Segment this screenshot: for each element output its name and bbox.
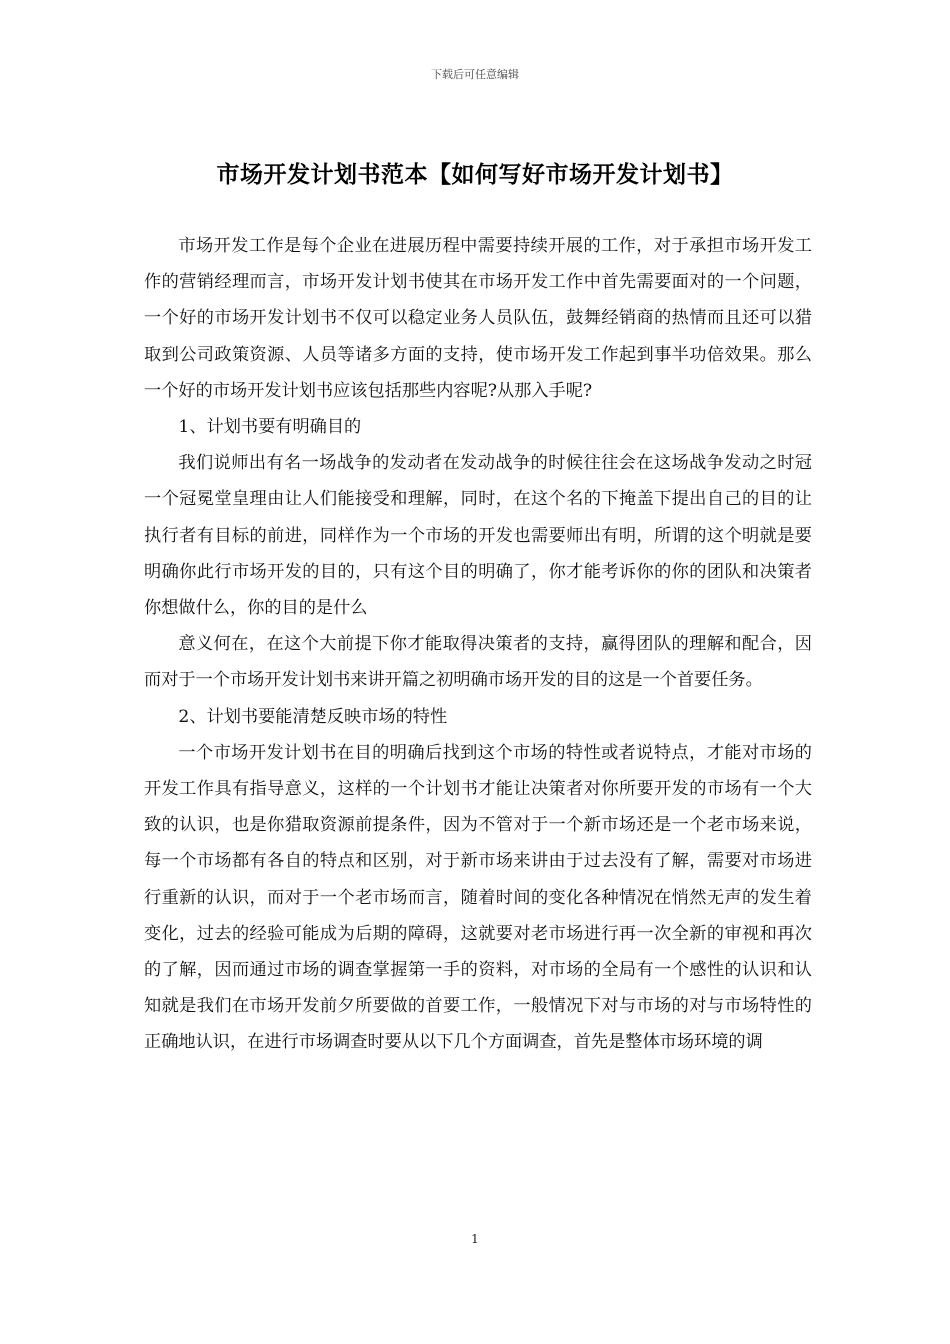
body-paragraph: 一个市场开发计划书在目的明确后找到这个市场的特性或者说特点，才能对市场的开发工作具有指导意义，这样的一个计划书才能让决策者对你所要开发的市场有一个大致的认识，也是你猎取资源前提条件，因为不管对于一个新市场还是一个老市场来说，每一个市场都有各自的特点和区别，对于新市场来讲由于过去没有了解，需要对市场进行重新的认识，而对于一个老市场而言，随着时间的变化各种情况在悄然无声的发生着变化，过去的经验可能成为后期的障碍，这就要对老市场进行再一次全新的审视和再次的了解，因而通过市场的调查掌握第一手的资料，对市场的全局有一个感性的认识和认知就是我们在市场开发前夕所要做的首要工作，一般情况下对与市场的对与市场特性的正确地认识，在进行市场调查时要从以下几个方面调查，首先是整体市场环境的调 bbox=[144, 742, 812, 1053]
document-body bbox=[144, 228, 812, 1061]
body-paragraph: 意义何在，在这个大前提下你才能取得决策者的支持，赢得团队的理解和配合，因而对于一个市场开发计划书来讲开篇之初明确市场开发的目的这是一个首要任务。 bbox=[144, 634, 812, 691]
section-heading: 2、计划书要能清楚反映市场的特性 bbox=[178, 706, 448, 727]
body-paragraph: 我们说师出有名一场战争的发动者在发动战争的时候往往会在这场战争发动之时冠一个冠冕堂皇理由让人们能接受和理解，同时，在这个名的下掩盖下提出自己的目的让执行者有目标的前进，同样作为一个市场的开发也需要师出有明，所谓的这个明就是要明确你此行市场开发的目的，只有这个目的明确了，你才能考诉你的你的团队和决策者你想做什么，你的目的是什么 bbox=[144, 453, 812, 619]
document-title: 市场开发计划书范本【如何写好市场开发计划书】 bbox=[216, 162, 734, 188]
body-paragraph: 市场开发工作是每个企业在进展历程中需要持续开展的工作，对于承担市场开发工作的营销经理而言，市场开发计划书使其在市场开发工作中首先需要面对的一个问题，一个好的市场开发计划书不仅可以稳定业务人员队伍，鼓舞经销商的热情而且还可以猎取到公司政策资源、人员等诸多方面的支持，使市场开发工作起到事半功倍效果。那么一个好的市场开发计划书应该包括那些内容呢?从那入手呢? bbox=[144, 236, 812, 401]
section-heading: 1、计划书要有明确目的 bbox=[178, 417, 362, 438]
page-header-note: 下载后可任意编辑 bbox=[431, 68, 519, 81]
page-number: 1 bbox=[471, 1232, 479, 1246]
